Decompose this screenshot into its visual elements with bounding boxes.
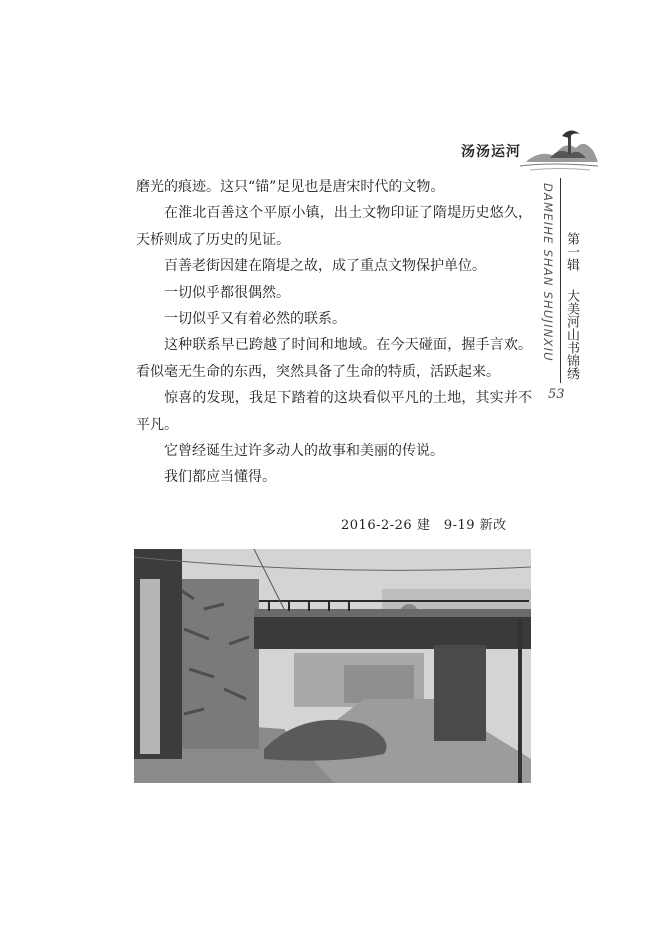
side-latin-title: DAMEIHE SHAN SHUJINXIU [541, 183, 555, 362]
page-number: 53 [548, 387, 565, 402]
paragraph: 百善老街因建在隋堤之故，成了重点文物保护单位。 [164, 258, 486, 275]
part-label: 第一辑 [564, 232, 579, 271]
side-section-title [564, 232, 579, 380]
paragraph: 在淮北百善这个平原小镇，出土文物印证了隋堤历史悠久，天桥则成了历史的见证。 [136, 205, 532, 248]
paragraph: 磨光的痕迹。这只“锚”足见也是唐宋时代的文物。 [136, 179, 445, 195]
paragraph: 一切似乎又有着必然的联系。 [164, 311, 346, 328]
date-line: 2016-2-26 建 9-19 新改 [341, 518, 507, 533]
side-divider [560, 178, 561, 383]
paragraph: 惊喜的发现，我足下踏着的这块看似平凡的土地，其实并不平凡。 [136, 390, 532, 433]
paragraph: 它曾经诞生过许多动人的故事和美丽的传说。 [164, 443, 444, 460]
paragraph: 我们都应当懂得。 [164, 469, 276, 486]
bridge-photo [134, 549, 531, 783]
series-label: 大美河山书锦绣 [564, 289, 579, 381]
header-title: 汤汤运河 [461, 144, 521, 160]
body-text [136, 174, 532, 491]
paragraph: 一切似乎都很偶然。 [164, 284, 290, 301]
paragraph: 这种联系早已跨越了时间和地域。在今天碰面，握手言欢。看似毫无生命的东西，突然具备了生命的特质，活跃起来。 [136, 337, 532, 380]
landscape-ornament [520, 118, 600, 172]
